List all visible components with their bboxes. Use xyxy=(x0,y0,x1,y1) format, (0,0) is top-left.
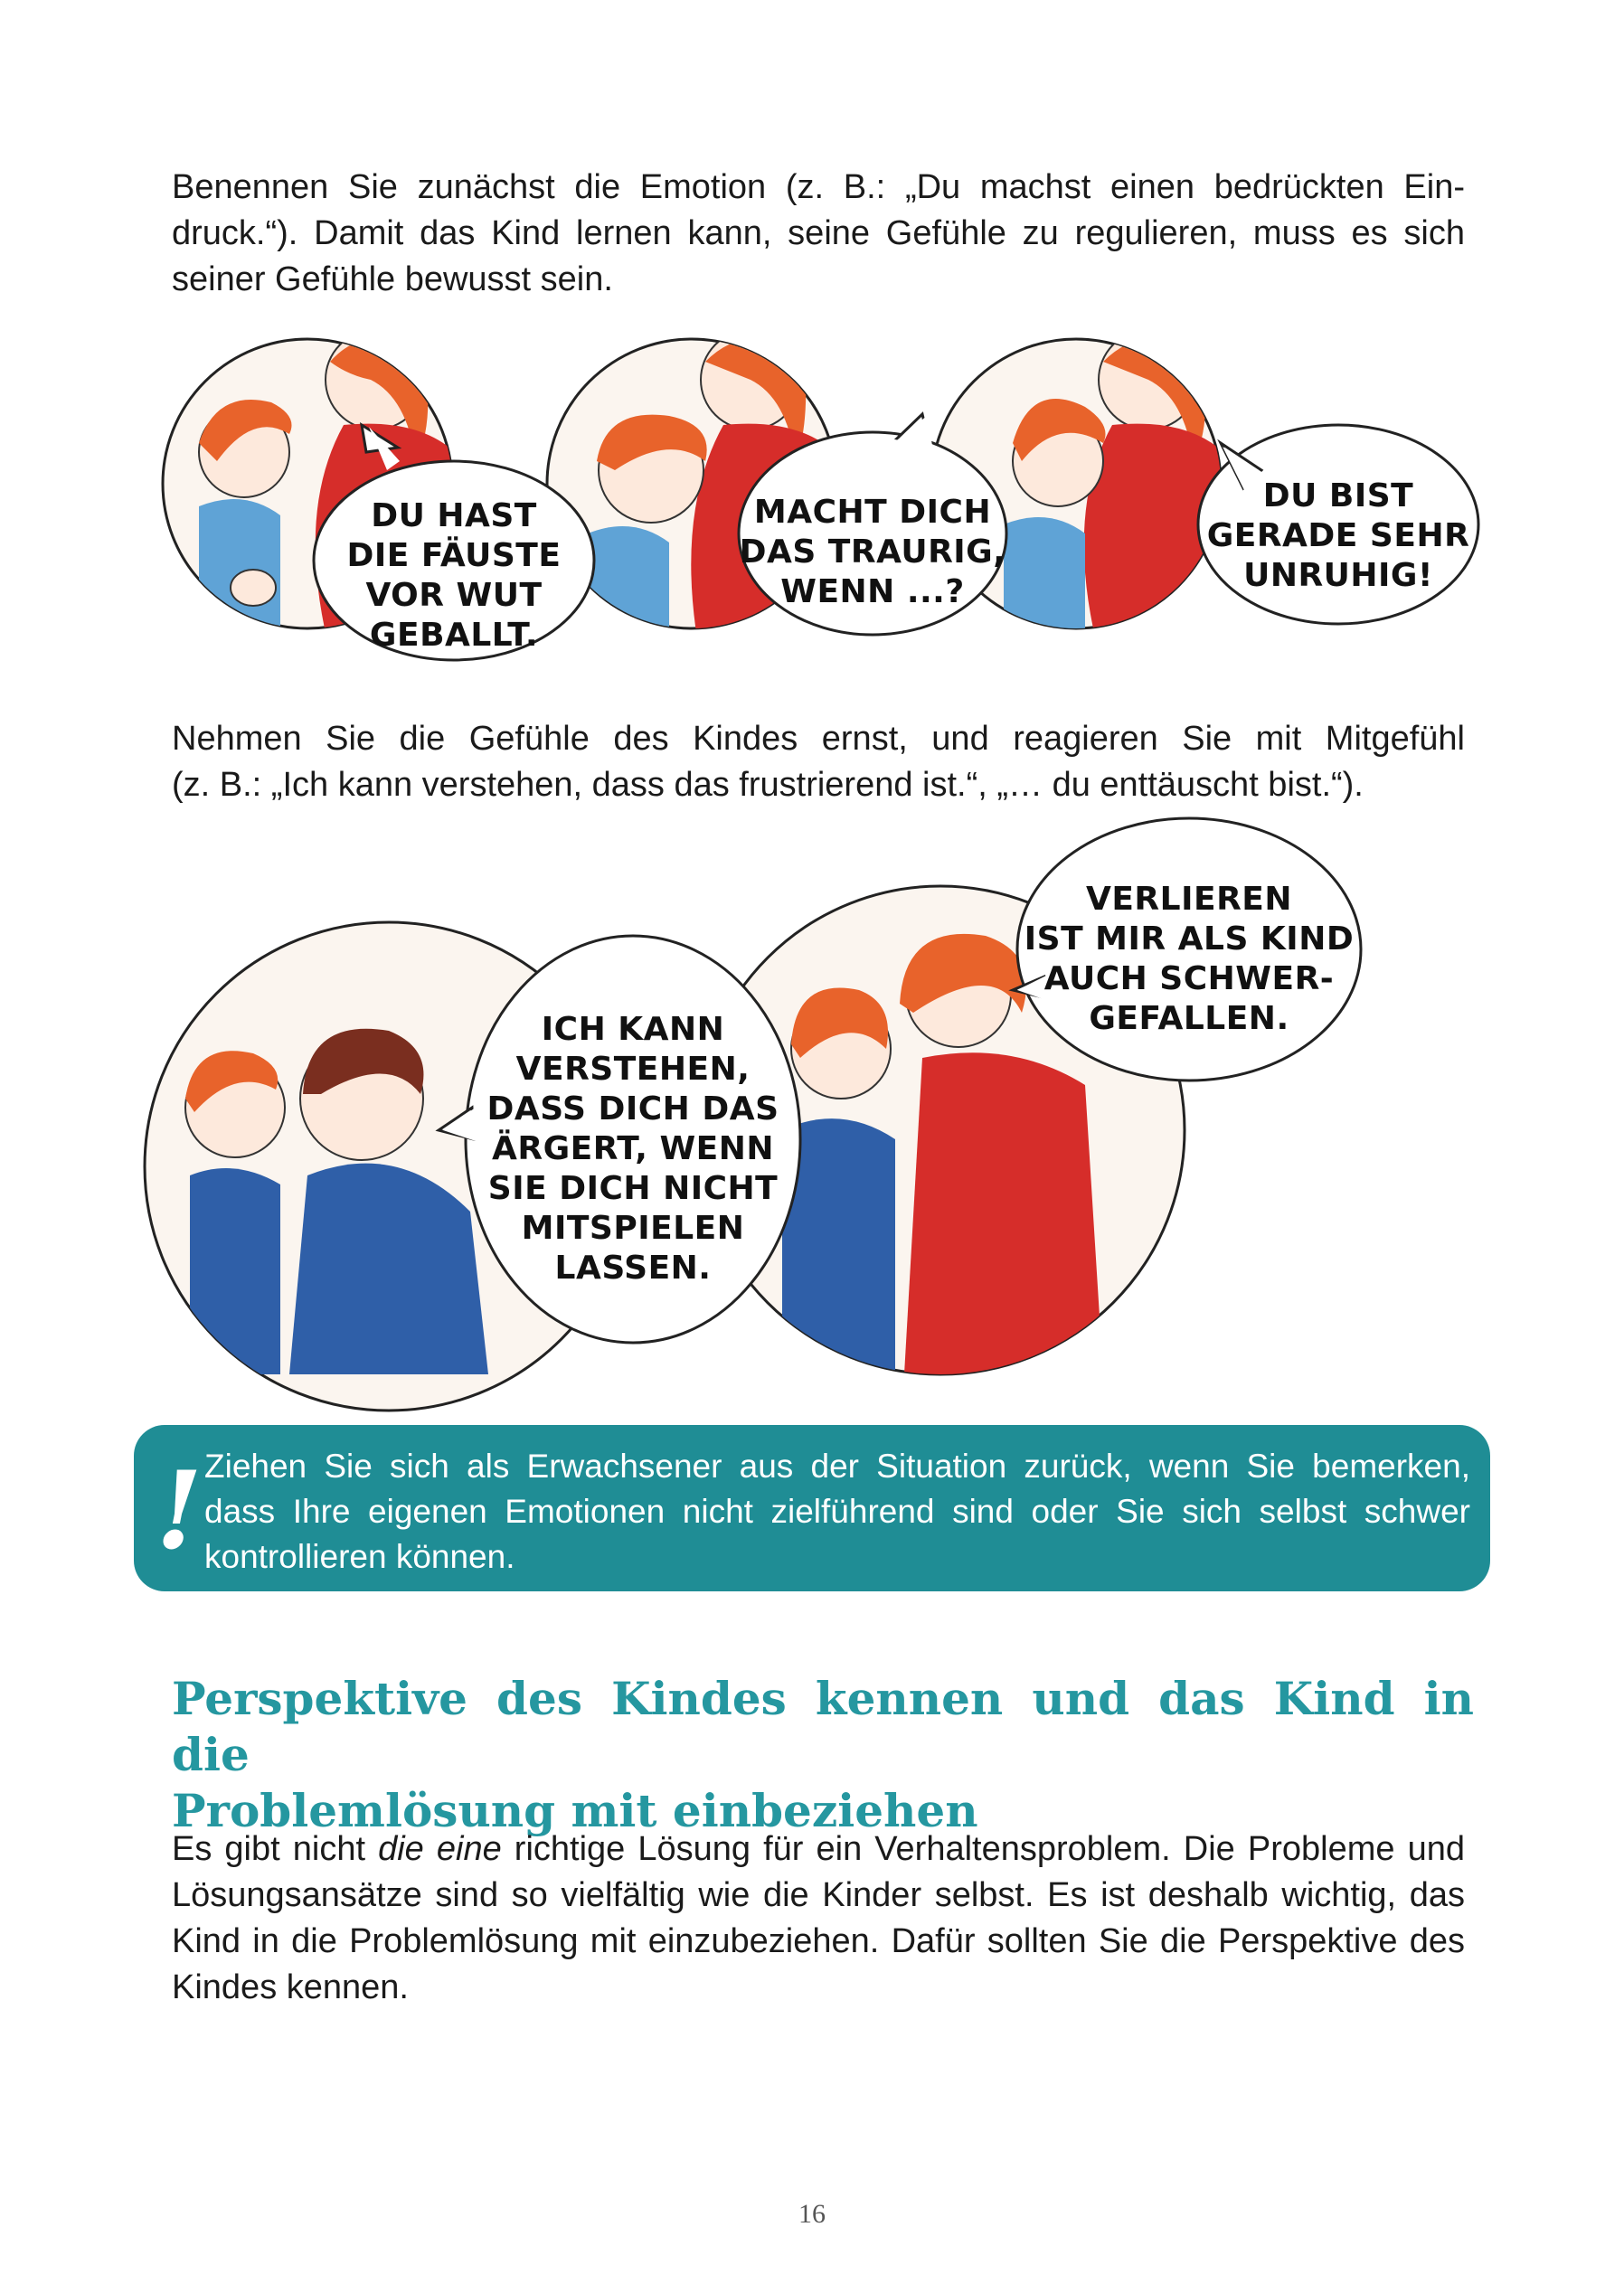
text-line: seiner Gefühle bewusst sein. xyxy=(172,260,613,298)
text-line: dass Ihre eigenen Emotionen nicht zielführend sind oder Sie sich selbst schwer xyxy=(204,1493,1470,1530)
bubble-line: GEBALLT. xyxy=(369,617,539,654)
bubble-line: DASS DICH DAS xyxy=(486,1090,779,1128)
comic-row-2-illustration xyxy=(127,868,1501,1374)
problem-solving-paragraph xyxy=(172,1826,1465,2011)
comic-row-1-illustration xyxy=(163,326,1483,705)
bubble-line: IST MIR ALS KIND xyxy=(1024,920,1355,958)
exclamation-icon: ! xyxy=(156,1448,203,1573)
bubble-line: AUCH SCHWER- xyxy=(1043,960,1335,997)
bubble-line: DU HAST xyxy=(371,497,537,534)
comic-row-1 xyxy=(163,326,1483,705)
tip-callout xyxy=(134,1425,1490,1591)
bubble-line: GERADE SEHR xyxy=(1206,517,1470,554)
bubble-line: WENN ...? xyxy=(780,573,965,610)
text-line: kontrollieren können. xyxy=(204,1538,515,1575)
text-line xyxy=(172,1826,1465,1873)
text-line: druck.“). Damit das Kind lernen kann, seine Gefühle zu regulieren, muss es sich xyxy=(172,214,1465,252)
text-line: Kind in die Problemlösung mit einzubeziehen. Dafür sollten Sie die Perspektive des xyxy=(172,1922,1465,1960)
speech-bubble-3 xyxy=(1198,425,1478,624)
comic-row-2 xyxy=(127,868,1501,1374)
bubble-line: ICH KANN xyxy=(541,1011,725,1048)
bubble-line: UNRUHIG! xyxy=(1243,557,1433,594)
bubble-line: DU BIST xyxy=(1262,477,1414,514)
heading-line: Perspektive des Kindes kennen und das Kind in die xyxy=(172,1672,1474,1781)
bubble-line: DAS TRAURIG, xyxy=(739,533,1006,571)
text-line: Kindes kennen. xyxy=(172,1968,409,2006)
bubble-line: VERLIEREN xyxy=(1085,881,1293,918)
bubble-line: MACHT DICH xyxy=(753,494,992,531)
text-line: (z. B.: „Ich kann verstehen, dass das frustrierend ist.“, „… du enttäuscht bist.“). xyxy=(172,766,1364,804)
bubble-line: MITSPIELEN xyxy=(521,1210,745,1247)
bubble-line: VERSTEHEN, xyxy=(515,1051,751,1088)
section-heading xyxy=(172,1671,1474,1839)
callout-text xyxy=(204,1444,1470,1580)
bubble-line: VOR WUT xyxy=(365,577,543,614)
page-number: 16 xyxy=(798,2199,826,2229)
text-segment: richtige Lösung für ein Verhaltensproblem. Die Probleme und xyxy=(501,1830,1465,1868)
bubble-line: SIE DICH NICHT xyxy=(487,1170,779,1207)
intro-paragraph xyxy=(172,165,1465,303)
bubble-line: DIE FÄUSTE xyxy=(346,537,562,574)
text-segment: Es gibt nicht xyxy=(172,1830,379,1868)
bubble-line: GEFALLEN. xyxy=(1089,1000,1289,1037)
bubble-line: ÄRGERT, WENN xyxy=(491,1130,775,1167)
speech-bubble-5 xyxy=(1013,818,1361,1080)
heading-line: Problemlösung mit einbeziehen xyxy=(172,1784,978,1837)
text-line: Lösungsansätze sind so vielfältig wie die Kinder selbst. Es ist deshalb wichtig, das xyxy=(172,1876,1465,1914)
empathy-paragraph xyxy=(172,716,1465,808)
emphasis-text: die eine xyxy=(378,1830,502,1868)
text-line: Nehmen Sie die Gefühle des Kindes ernst, und reagieren Sie mit Mitgefühl xyxy=(172,720,1465,758)
text-line: Ziehen Sie sich als Erwachsener aus der Situation zurück, wenn Sie bemerken, xyxy=(204,1448,1470,1485)
bubble-line: LASSEN. xyxy=(554,1250,712,1287)
text-line: Benennen Sie zunächst die Emotion (z. B.: „Du machst einen bedrückten Ein- xyxy=(172,168,1465,206)
